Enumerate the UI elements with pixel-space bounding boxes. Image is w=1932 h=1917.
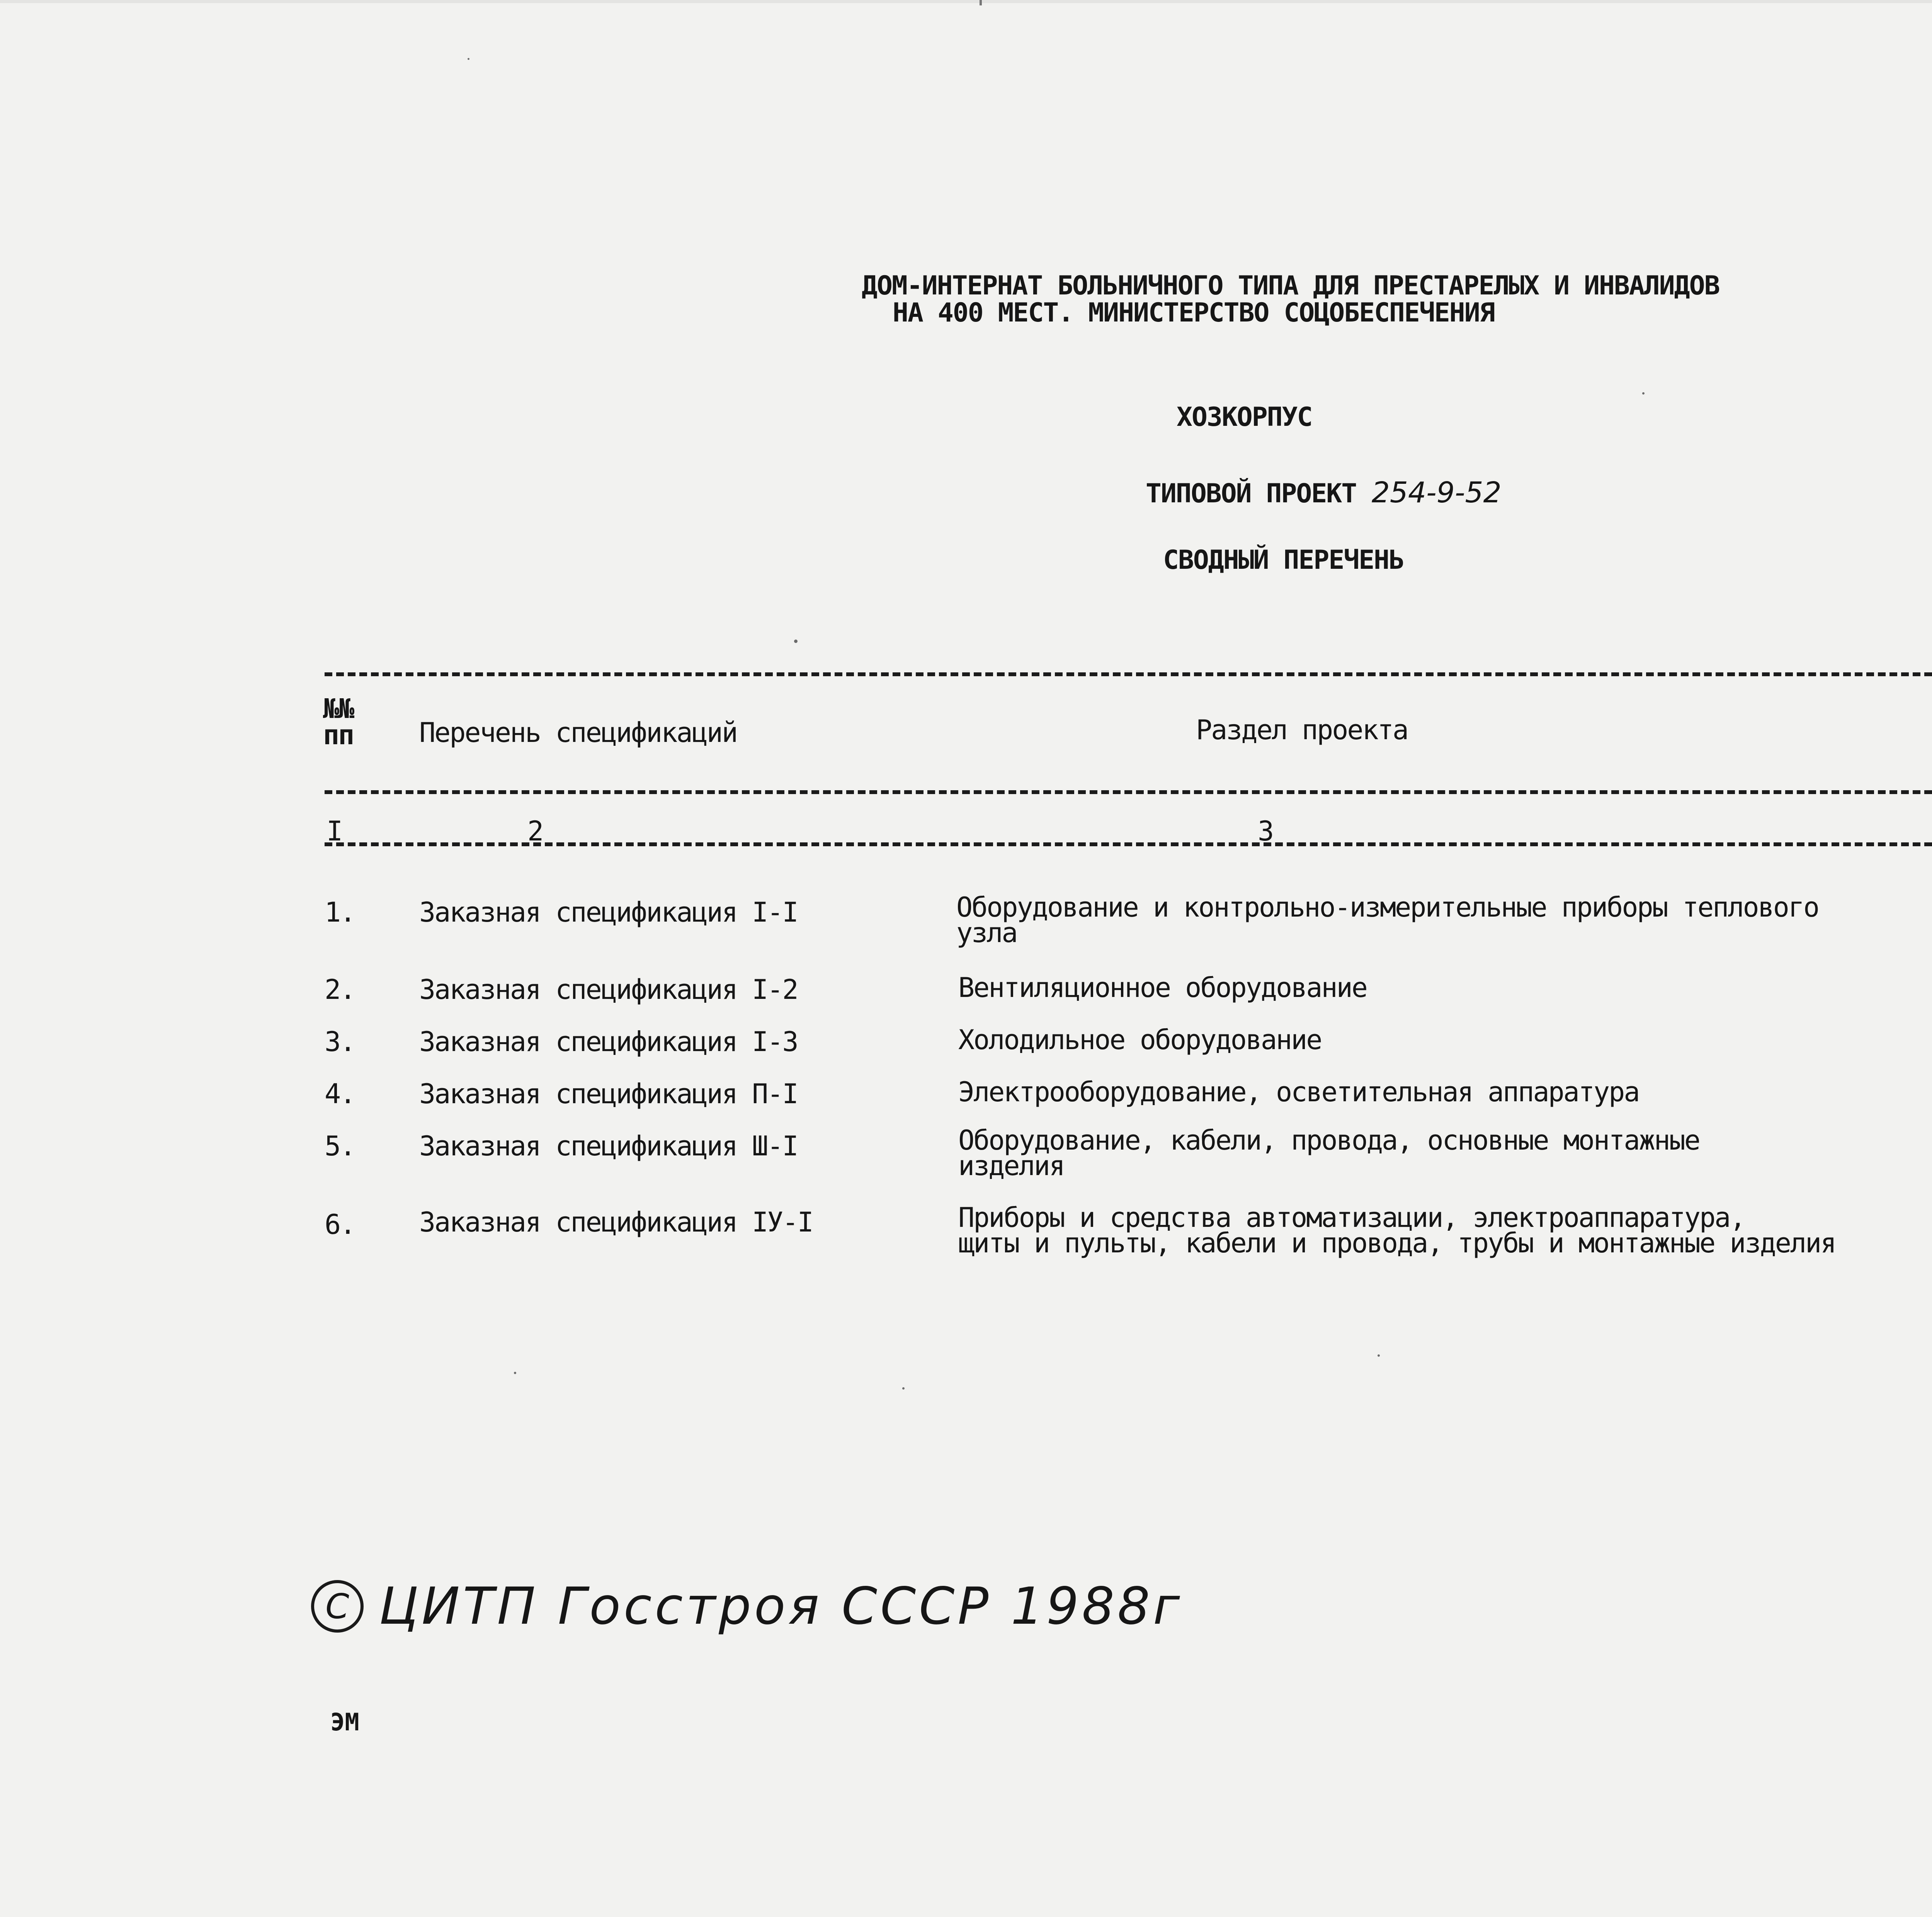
col-number-1: I (327, 815, 342, 847)
scan-speck (1642, 392, 1645, 395)
row-spec: Заказная спецификация I-2 (419, 974, 798, 1005)
row-spec: Заказная спецификация Ш-I (419, 1130, 798, 1162)
row-section-line2: изделия (958, 1150, 1065, 1182)
row-section (958, 1124, 1700, 1182)
row-section-line1: Приборы и средства автоматизации, электроаппаратура, (958, 1202, 1745, 1233)
col-section-header: Раздел проекта (1196, 714, 1408, 746)
scan-top-edge (0, 0, 1932, 3)
project-label: ТИПОВОЙ ПРОЕКТ (1146, 478, 1357, 509)
row-section-line2: узла (956, 917, 1017, 949)
scan-speck (1378, 1354, 1380, 1357)
row-spec: Заказная спецификация П-I (419, 1078, 798, 1110)
scan-speck (902, 1387, 905, 1390)
row-num: 2. (325, 974, 355, 1005)
scan-top-mark (980, 0, 982, 5)
list-title: СВОДНЫЙ ПЕРЕЧЕНЬ (1163, 545, 1404, 575)
row-num: 4. (325, 1078, 355, 1110)
copyright-mark (311, 1577, 1183, 1636)
row-section: Вентиляционное оборудование (958, 972, 1367, 1004)
title-line-1: ДОМ-ИНТЕРНАТ БОЛЬНИЧНОГО ТИПА ДЛЯ ПРЕСТАРЕЛЫХ И ИНВАЛИДОВ (862, 270, 1719, 301)
copyright-text: ЦИТП Госстроя СССР 1988г (379, 1577, 1183, 1636)
col-spec-header: Перечень спецификаций (419, 717, 737, 748)
scan-speck (468, 58, 469, 60)
row-section: Электрооборудование, осветительная аппаратура (958, 1076, 1639, 1108)
rule-header-bottom (325, 790, 1932, 794)
row-section (956, 891, 1819, 949)
col-num-header (323, 693, 354, 751)
col-number-2: 2 (527, 815, 543, 847)
rule-top (325, 672, 1932, 676)
col-num-header-line2: пп (323, 719, 354, 751)
row-section-line2: щиты и пульты, кабели и провода, трубы и монтажные изделия (958, 1227, 1836, 1259)
row-spec: Заказная спецификация I-3 (419, 1026, 798, 1058)
document-code: ЭМ (330, 1708, 359, 1736)
rule-col-numbers (325, 842, 1932, 846)
row-num: 6. (325, 1209, 355, 1240)
row-num: 1. (325, 896, 355, 928)
copyright-circle-icon: С (311, 1580, 364, 1633)
building-name: ХОЗКОРПУС (1177, 402, 1312, 432)
row-section: Холодильное оборудование (958, 1024, 1321, 1056)
row-spec: Заказная спецификация IУ-I (419, 1206, 813, 1238)
row-num: 5. (325, 1130, 355, 1162)
row-section-line1: Оборудование и контрольно-измерительные приборы теплового (956, 891, 1819, 923)
title-line-2: НА 400 МЕСТ. МИНИСТЕРСТВО СОЦОБЕСПЕЧЕНИЯ (893, 298, 1495, 328)
row-num: 3. (325, 1026, 355, 1058)
scan-speck (514, 1372, 516, 1374)
row-section (958, 1202, 1836, 1259)
project-line (1146, 476, 1502, 509)
scan-speck (794, 640, 798, 643)
col-number-3: 3 (1258, 815, 1273, 847)
col-num-header-line1: №№ (323, 693, 354, 725)
row-section-line1: Оборудование, кабели, провода, основные монтажные (958, 1124, 1700, 1156)
project-number: 254-9-52 (1371, 476, 1502, 509)
row-spec: Заказная спецификация I-I (419, 896, 798, 928)
